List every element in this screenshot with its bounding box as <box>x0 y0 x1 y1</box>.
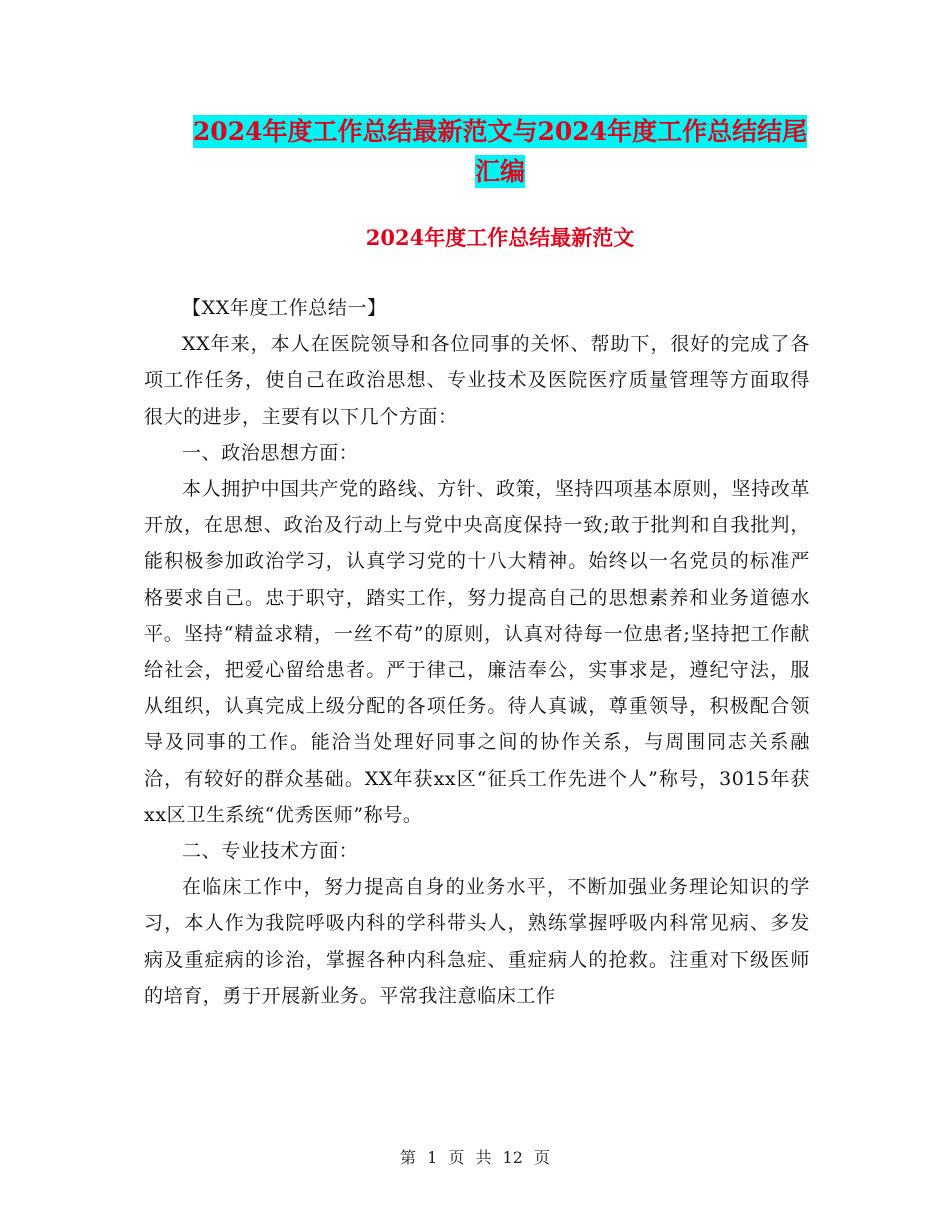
section-title: 2024年度工作总结最新范文 <box>365 225 635 250</box>
document-title <box>140 112 860 192</box>
paragraph-heading: 【XX年度工作总结一】 <box>182 297 387 319</box>
paragraph-intro: XX年来，本人在医院领导和各位同事的关怀、帮助下，很好的完成了各项工作任务，使自己在政治思想、专业技术及医院医疗质量管理等方面取得很大的进步，主要有以下几个方面： <box>144 333 810 428</box>
document-title-line-1: 2024年度工作总结最新范文与2024年度工作总结结尾 <box>192 117 808 146</box>
page-footer: 第 1 页 共 12 页 <box>400 1148 550 1167</box>
paragraph-political: 本人拥护中国共产党的路线、方针、政策，坚持四项基本原则，坚持改革开放，在思想、政治及行动上与党中央高度保持一致;敢于批判和自我批判，能积极参加政治学习，认真学习党的十八大精神。始终以一名党员的标准严格要求自己。忠于职守，踏实工作，努力提高自己的思想素养和业务道德水平。坚持“精益求精，一丝不苟”的原则，认真对待每一位患者;坚持把工作献给社会，把爱心留给患者。严于律己，廉洁奉公，实事求是，遵纪守法，服从组织，认真完成上级分配的各项任务。待人真诚，尊重领导，积极配合领导及同事的工作。能洽当处理好同事之间的协作关系，与周围同志关系融洽，有较好的群众基础。XX年获xx区“征兵工作先进个人”称号，3015年获xx区卫生系统“优秀医师”称号。 <box>144 478 810 826</box>
document-body <box>144 290 810 1014</box>
paragraph-subheading-political: 一、政治思想方面： <box>182 441 359 464</box>
paragraph-technical: 在临床工作中，努力提高自身的业务水平，不断加强业务理论知识的学习，本人作为我院呼吸内科的学科带头人，熟练掌握呼吸内科常见病、多发病及重症病的诊治，掌握各种内科急症、重症病人的抢救。注重对下级医师的培育，勇于开展新业务。平常我注意临床工作 <box>144 876 810 1007</box>
paragraph-subheading-technical: 二、专业技术方面： <box>182 840 359 863</box>
document-title-line-2: 汇编 <box>474 157 525 186</box>
